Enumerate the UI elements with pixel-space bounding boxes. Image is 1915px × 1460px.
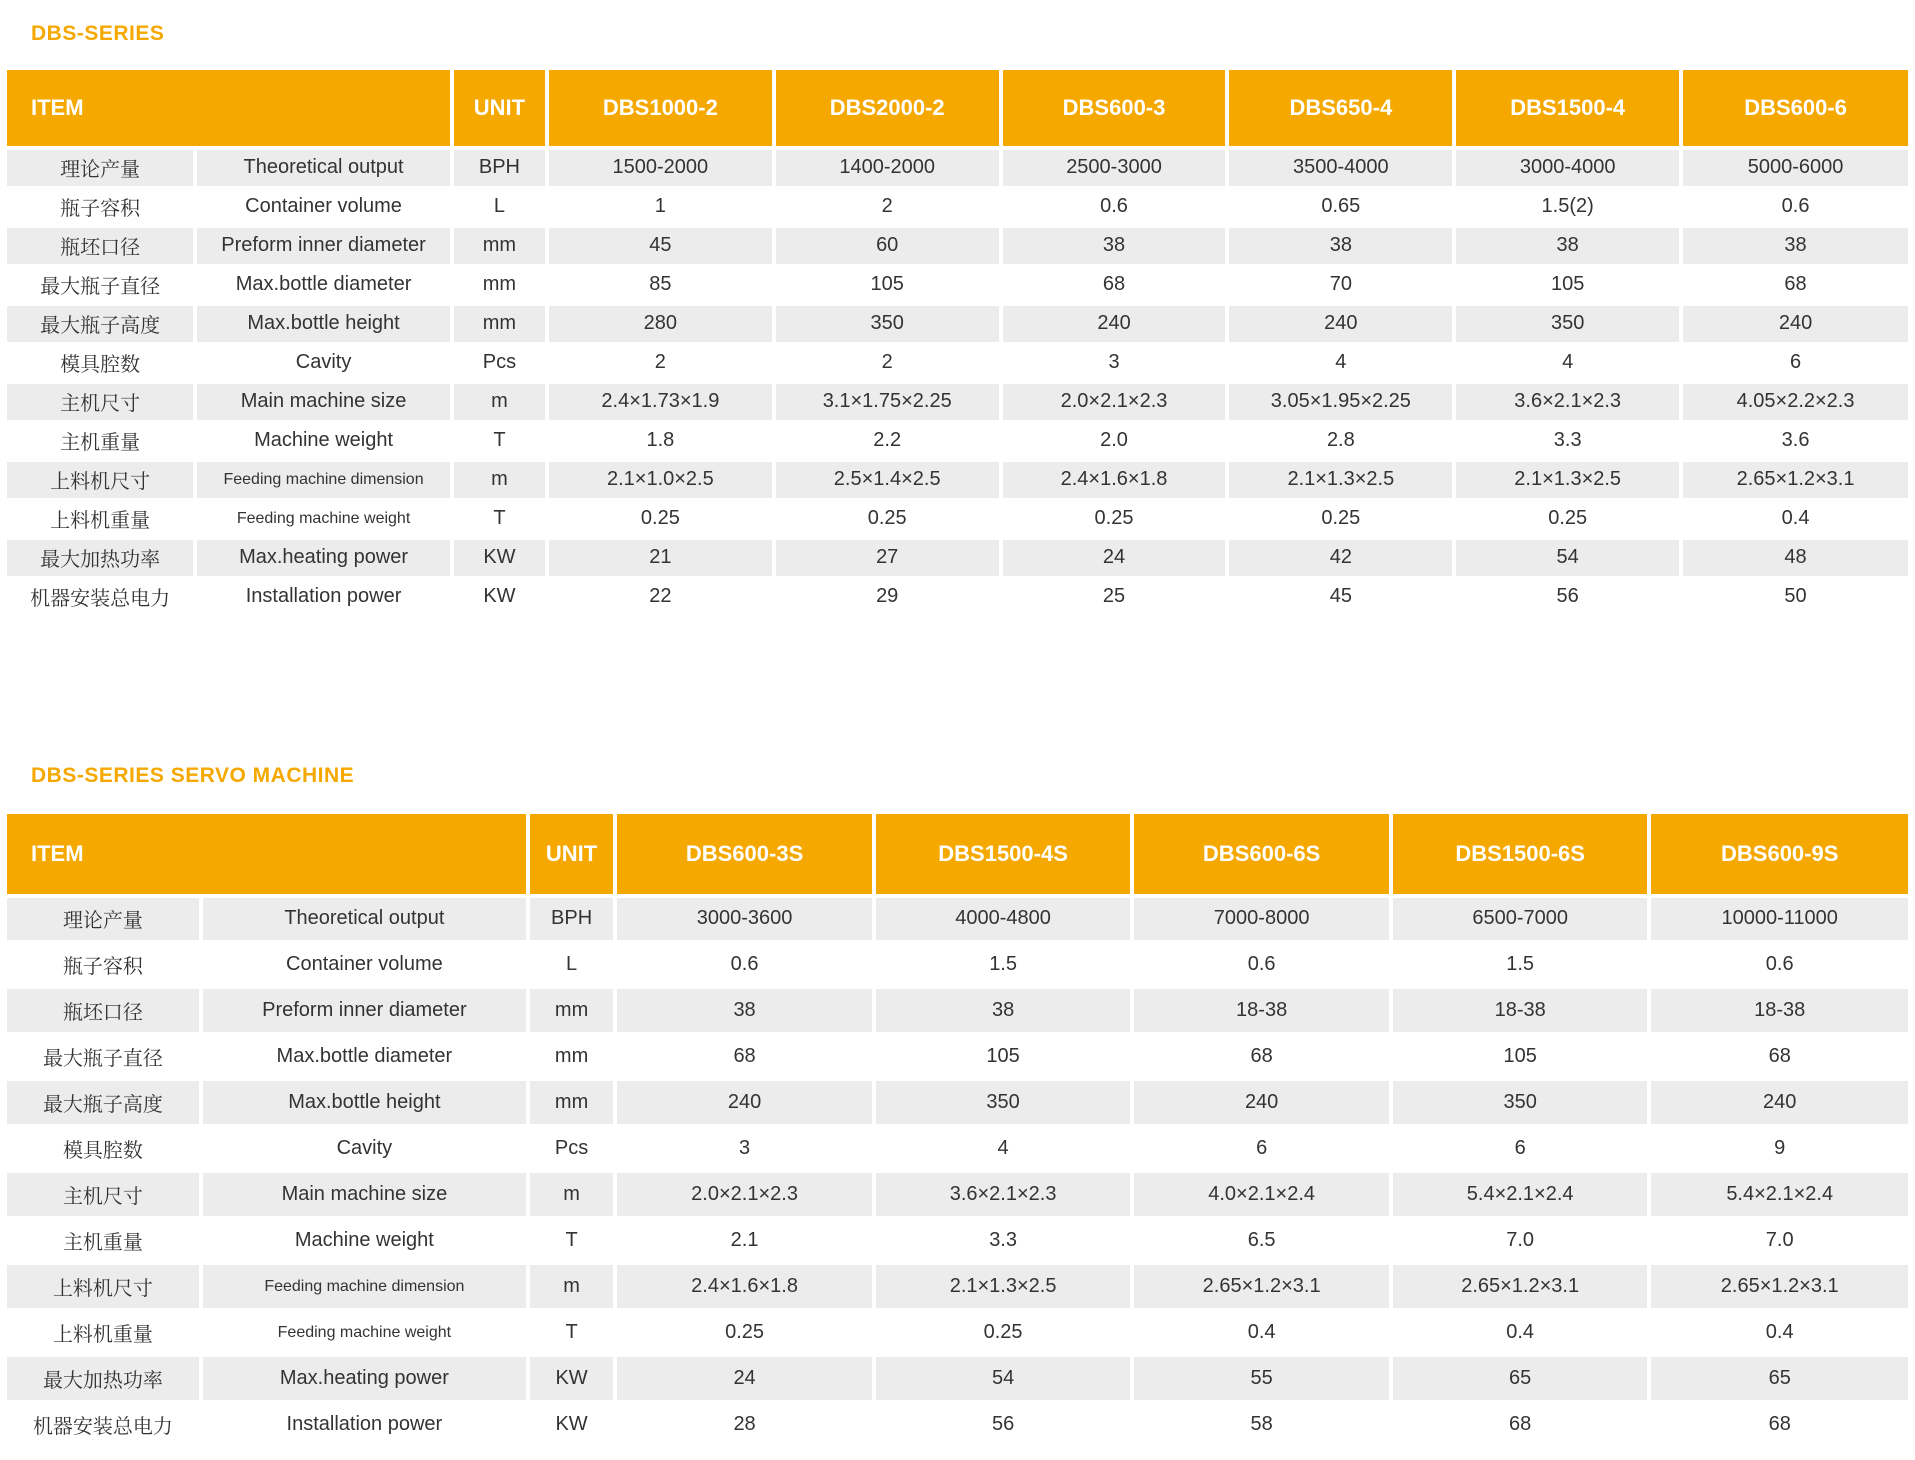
unit-cell: L bbox=[528, 942, 615, 988]
unit-cell: mm bbox=[528, 988, 615, 1034]
value-cell: 45 bbox=[1227, 577, 1454, 616]
value-cell: 4 bbox=[1454, 343, 1681, 382]
table-row bbox=[7, 382, 1908, 421]
unit-cell: KW bbox=[528, 1402, 615, 1448]
value-cell: 0.25 bbox=[1227, 499, 1454, 538]
item-label-en: Preform inner diameter bbox=[195, 226, 452, 265]
value-cell: 70 bbox=[1227, 265, 1454, 304]
value-cell: 68 bbox=[1681, 265, 1908, 304]
value-cell: 0.25 bbox=[547, 499, 774, 538]
item-label-en: Max.heating power bbox=[201, 1356, 528, 1402]
column-header-model: DBS600-6 bbox=[1681, 70, 1908, 148]
value-cell: 25 bbox=[1001, 577, 1228, 616]
table-row bbox=[7, 1080, 1908, 1126]
value-cell: 1400-2000 bbox=[774, 148, 1001, 187]
value-cell: 2.1×1.3×2.5 bbox=[1227, 460, 1454, 499]
column-header-model: DBS650-4 bbox=[1227, 70, 1454, 148]
value-cell: 3.1×1.75×2.25 bbox=[774, 382, 1001, 421]
value-cell: 350 bbox=[1454, 304, 1681, 343]
header-row bbox=[7, 70, 1908, 148]
section-dbs-series-servo bbox=[7, 618, 1908, 1450]
item-label-en: Installation power bbox=[195, 577, 452, 616]
table-row bbox=[7, 538, 1908, 577]
item-label-cn: 机器安装总电力 bbox=[7, 1402, 201, 1448]
column-header-model: DBS600-3 bbox=[1001, 70, 1228, 148]
value-cell: 2500-3000 bbox=[1001, 148, 1228, 187]
value-cell: 105 bbox=[774, 265, 1001, 304]
value-cell: 7.0 bbox=[1649, 1218, 1908, 1264]
value-cell: 68 bbox=[1391, 1402, 1650, 1448]
value-cell: 9 bbox=[1649, 1126, 1908, 1172]
item-label-cn: 瓶子容积 bbox=[7, 187, 195, 226]
item-label-en: Feeding machine weight bbox=[195, 499, 452, 538]
spec-table-dbs-series bbox=[7, 70, 1908, 618]
column-header-model: DBS1500-4 bbox=[1454, 70, 1681, 148]
value-cell: 2.1×1.3×2.5 bbox=[1454, 460, 1681, 499]
item-label-en: Container volume bbox=[195, 187, 452, 226]
value-cell: 2.0×2.1×2.3 bbox=[615, 1172, 874, 1218]
table-row bbox=[7, 226, 1908, 265]
value-cell: 0.65 bbox=[1227, 187, 1454, 226]
value-cell: 27 bbox=[774, 538, 1001, 577]
value-cell: 22 bbox=[547, 577, 774, 616]
unit-cell: T bbox=[452, 421, 547, 460]
unit-cell: T bbox=[528, 1310, 615, 1356]
value-cell: 2.1 bbox=[615, 1218, 874, 1264]
item-label-cn: 瓶坯口径 bbox=[7, 988, 201, 1034]
header-row bbox=[7, 814, 1908, 896]
value-cell: 54 bbox=[1454, 538, 1681, 577]
value-cell: 240 bbox=[1001, 304, 1228, 343]
value-cell: 38 bbox=[1227, 226, 1454, 265]
unit-cell: L bbox=[452, 187, 547, 226]
section-title-dbs-series: DBS-SERIES bbox=[31, 22, 165, 45]
value-cell: 3.6×2.1×2.3 bbox=[1454, 382, 1681, 421]
item-label-cn: 模具腔数 bbox=[7, 343, 195, 382]
value-cell: 4000-4800 bbox=[874, 896, 1133, 942]
value-cell: 68 bbox=[1649, 1402, 1908, 1448]
column-header-model: DBS600-6S bbox=[1132, 814, 1391, 896]
unit-cell: m bbox=[452, 460, 547, 499]
table-row bbox=[7, 187, 1908, 226]
value-cell: 45 bbox=[547, 226, 774, 265]
value-cell: 280 bbox=[547, 304, 774, 343]
value-cell: 2.1×1.3×2.5 bbox=[874, 1264, 1133, 1310]
value-cell: 58 bbox=[1132, 1402, 1391, 1448]
value-cell: 2.5×1.4×2.5 bbox=[774, 460, 1001, 499]
table-row bbox=[7, 1172, 1908, 1218]
table-row bbox=[7, 1264, 1908, 1310]
item-label-en: Preform inner diameter bbox=[201, 988, 528, 1034]
value-cell: 2.0×2.1×2.3 bbox=[1001, 382, 1228, 421]
item-label-cn: 主机尺寸 bbox=[7, 1172, 201, 1218]
item-label-cn: 最大加热功率 bbox=[7, 538, 195, 577]
item-label-en: Theoretical output bbox=[195, 148, 452, 187]
table-row bbox=[7, 1310, 1908, 1356]
value-cell: 18-38 bbox=[1649, 988, 1908, 1034]
value-cell: 4 bbox=[1227, 343, 1454, 382]
column-header-unit: UNIT bbox=[528, 814, 615, 896]
value-cell: 0.4 bbox=[1132, 1310, 1391, 1356]
value-cell: 1 bbox=[547, 187, 774, 226]
value-cell: 4.05×2.2×2.3 bbox=[1681, 382, 1908, 421]
value-cell: 55 bbox=[1132, 1356, 1391, 1402]
item-label-en: Container volume bbox=[201, 942, 528, 988]
value-cell: 3000-4000 bbox=[1454, 148, 1681, 187]
value-cell: 1.8 bbox=[547, 421, 774, 460]
value-cell: 1.5 bbox=[874, 942, 1133, 988]
item-label-en: Main machine size bbox=[195, 382, 452, 421]
item-label-cn: 模具腔数 bbox=[7, 1126, 201, 1172]
value-cell: 350 bbox=[1391, 1080, 1650, 1126]
value-cell: 1.5 bbox=[1391, 942, 1650, 988]
item-label-en: Theoretical output bbox=[201, 896, 528, 942]
value-cell: 0.6 bbox=[1132, 942, 1391, 988]
value-cell: 240 bbox=[1132, 1080, 1391, 1126]
value-cell: 3000-3600 bbox=[615, 896, 874, 942]
value-cell: 2 bbox=[774, 343, 1001, 382]
value-cell: 1.5(2) bbox=[1454, 187, 1681, 226]
table-row bbox=[7, 1126, 1908, 1172]
unit-cell: mm bbox=[452, 265, 547, 304]
item-label-cn: 上料机尺寸 bbox=[7, 460, 195, 499]
value-cell: 2.4×1.6×1.8 bbox=[615, 1264, 874, 1310]
value-cell: 6 bbox=[1132, 1126, 1391, 1172]
value-cell: 105 bbox=[1391, 1034, 1650, 1080]
value-cell: 2.1×1.0×2.5 bbox=[547, 460, 774, 499]
table-row bbox=[7, 148, 1908, 187]
unit-cell: mm bbox=[528, 1034, 615, 1080]
unit-cell: m bbox=[528, 1172, 615, 1218]
item-label-cn: 最大瓶子高度 bbox=[7, 304, 195, 343]
unit-cell: BPH bbox=[528, 896, 615, 942]
value-cell: 0.25 bbox=[774, 499, 1001, 538]
value-cell: 240 bbox=[615, 1080, 874, 1126]
table-row bbox=[7, 1402, 1908, 1448]
value-cell: 0.6 bbox=[1681, 187, 1908, 226]
item-label-cn: 瓶坯口径 bbox=[7, 226, 195, 265]
item-label-en: Cavity bbox=[195, 343, 452, 382]
value-cell: 5000-6000 bbox=[1681, 148, 1908, 187]
item-label-cn: 主机重量 bbox=[7, 421, 195, 460]
table-row bbox=[7, 1218, 1908, 1264]
value-cell: 68 bbox=[1649, 1034, 1908, 1080]
value-cell: 7000-8000 bbox=[1132, 896, 1391, 942]
item-label-cn: 机器安装总电力 bbox=[7, 577, 195, 616]
item-label-en: Max.bottle height bbox=[201, 1080, 528, 1126]
table-row bbox=[7, 343, 1908, 382]
column-header-item: ITEM bbox=[7, 70, 452, 148]
value-cell: 3.6×2.1×2.3 bbox=[874, 1172, 1133, 1218]
item-label-en: Installation power bbox=[201, 1402, 528, 1448]
value-cell: 38 bbox=[615, 988, 874, 1034]
value-cell: 0.25 bbox=[1454, 499, 1681, 538]
value-cell: 21 bbox=[547, 538, 774, 577]
item-label-en: Max.bottle height bbox=[195, 304, 452, 343]
value-cell: 240 bbox=[1227, 304, 1454, 343]
unit-cell: KW bbox=[452, 577, 547, 616]
value-cell: 0.25 bbox=[1001, 499, 1228, 538]
item-label-cn: 最大瓶子直径 bbox=[7, 1034, 201, 1080]
section-title-dbs-series-servo: DBS-SERIES SERVO MACHINE bbox=[31, 763, 355, 787]
spec-table-dbs-series-servo bbox=[7, 814, 1908, 1450]
value-cell: 3.3 bbox=[874, 1218, 1133, 1264]
unit-cell: mm bbox=[528, 1080, 615, 1126]
value-cell: 3.3 bbox=[1454, 421, 1681, 460]
unit-cell: Pcs bbox=[528, 1126, 615, 1172]
column-header-model: DBS1500-4S bbox=[874, 814, 1133, 896]
value-cell: 2.4×1.6×1.8 bbox=[1001, 460, 1228, 499]
value-cell: 3 bbox=[615, 1126, 874, 1172]
column-header-model: DBS1500-6S bbox=[1391, 814, 1650, 896]
value-cell: 4.0×2.1×2.4 bbox=[1132, 1172, 1391, 1218]
value-cell: 68 bbox=[1001, 265, 1228, 304]
value-cell: 2.65×1.2×3.1 bbox=[1391, 1264, 1650, 1310]
value-cell: 0.6 bbox=[1649, 942, 1908, 988]
table-row bbox=[7, 988, 1908, 1034]
value-cell: 3.05×1.95×2.25 bbox=[1227, 382, 1454, 421]
value-cell: 38 bbox=[1454, 226, 1681, 265]
unit-cell: KW bbox=[452, 538, 547, 577]
value-cell: 56 bbox=[1454, 577, 1681, 616]
value-cell: 240 bbox=[1681, 304, 1908, 343]
column-header-model: DBS600-3S bbox=[615, 814, 874, 896]
value-cell: 5.4×2.1×2.4 bbox=[1649, 1172, 1908, 1218]
value-cell: 350 bbox=[874, 1080, 1133, 1126]
column-header-model: DBS2000-2 bbox=[774, 70, 1001, 148]
value-cell: 24 bbox=[615, 1356, 874, 1402]
unit-cell: m bbox=[452, 382, 547, 421]
value-cell: 10000-11000 bbox=[1649, 896, 1908, 942]
value-cell: 1500-2000 bbox=[547, 148, 774, 187]
value-cell: 56 bbox=[874, 1402, 1133, 1448]
unit-cell: Pcs bbox=[452, 343, 547, 382]
value-cell: 7.0 bbox=[1391, 1218, 1650, 1264]
value-cell: 18-38 bbox=[1132, 988, 1391, 1034]
item-label-cn: 理论产量 bbox=[7, 896, 201, 942]
value-cell: 38 bbox=[874, 988, 1133, 1034]
item-label-en: Cavity bbox=[201, 1126, 528, 1172]
value-cell: 2.8 bbox=[1227, 421, 1454, 460]
value-cell: 2.65×1.2×3.1 bbox=[1132, 1264, 1391, 1310]
table-row bbox=[7, 942, 1908, 988]
value-cell: 0.6 bbox=[615, 942, 874, 988]
item-label-cn: 上料机重量 bbox=[7, 1310, 201, 1356]
unit-cell: T bbox=[528, 1218, 615, 1264]
table-row bbox=[7, 265, 1908, 304]
value-cell: 28 bbox=[615, 1402, 874, 1448]
value-cell: 42 bbox=[1227, 538, 1454, 577]
column-header-unit: UNIT bbox=[452, 70, 547, 148]
unit-cell: m bbox=[528, 1264, 615, 1310]
value-cell: 105 bbox=[1454, 265, 1681, 304]
column-header-model: DBS600-9S bbox=[1649, 814, 1908, 896]
item-label-en: Machine weight bbox=[195, 421, 452, 460]
item-label-en: Feeding machine weight bbox=[201, 1310, 528, 1356]
value-cell: 24 bbox=[1001, 538, 1228, 577]
value-cell: 65 bbox=[1649, 1356, 1908, 1402]
value-cell: 38 bbox=[1681, 226, 1908, 265]
item-label-cn: 最大加热功率 bbox=[7, 1356, 201, 1402]
value-cell: 2.65×1.2×3.1 bbox=[1649, 1264, 1908, 1310]
value-cell: 6 bbox=[1681, 343, 1908, 382]
value-cell: 38 bbox=[1001, 226, 1228, 265]
value-cell: 3500-4000 bbox=[1227, 148, 1454, 187]
value-cell: 68 bbox=[615, 1034, 874, 1080]
value-cell: 6500-7000 bbox=[1391, 896, 1650, 942]
unit-cell: BPH bbox=[452, 148, 547, 187]
value-cell: 0.25 bbox=[874, 1310, 1133, 1356]
value-cell: 54 bbox=[874, 1356, 1133, 1402]
value-cell: 48 bbox=[1681, 538, 1908, 577]
value-cell: 0.25 bbox=[615, 1310, 874, 1356]
value-cell: 240 bbox=[1649, 1080, 1908, 1126]
value-cell: 68 bbox=[1132, 1034, 1391, 1080]
value-cell: 18-38 bbox=[1391, 988, 1650, 1034]
value-cell: 5.4×2.1×2.4 bbox=[1391, 1172, 1650, 1218]
value-cell: 3 bbox=[1001, 343, 1228, 382]
value-cell: 0.6 bbox=[1001, 187, 1228, 226]
value-cell: 0.4 bbox=[1649, 1310, 1908, 1356]
value-cell: 0.4 bbox=[1391, 1310, 1650, 1356]
item-label-en: Machine weight bbox=[201, 1218, 528, 1264]
value-cell: 350 bbox=[774, 304, 1001, 343]
item-label-cn: 主机尺寸 bbox=[7, 382, 195, 421]
value-cell: 85 bbox=[547, 265, 774, 304]
item-label-en: Feeding machine dimension bbox=[201, 1264, 528, 1310]
value-cell: 4 bbox=[874, 1126, 1133, 1172]
value-cell: 3.6 bbox=[1681, 421, 1908, 460]
item-label-en: Max.bottle diameter bbox=[201, 1034, 528, 1080]
value-cell: 2.0 bbox=[1001, 421, 1228, 460]
column-header-item: ITEM bbox=[7, 814, 528, 896]
item-label-en: Max.bottle diameter bbox=[195, 265, 452, 304]
item-label-en: Max.heating power bbox=[195, 538, 452, 577]
table-row bbox=[7, 1356, 1908, 1402]
value-cell: 2.2 bbox=[774, 421, 1001, 460]
item-label-cn: 最大瓶子高度 bbox=[7, 1080, 201, 1126]
value-cell: 105 bbox=[874, 1034, 1133, 1080]
value-cell: 65 bbox=[1391, 1356, 1650, 1402]
table-row bbox=[7, 421, 1908, 460]
unit-cell: KW bbox=[528, 1356, 615, 1402]
table-row bbox=[7, 304, 1908, 343]
unit-cell: mm bbox=[452, 304, 547, 343]
value-cell: 29 bbox=[774, 577, 1001, 616]
item-label-en: Feeding machine dimension bbox=[195, 460, 452, 499]
table-row bbox=[7, 460, 1908, 499]
item-label-cn: 主机重量 bbox=[7, 1218, 201, 1264]
item-label-en: Main machine size bbox=[201, 1172, 528, 1218]
item-label-cn: 最大瓶子直径 bbox=[7, 265, 195, 304]
item-label-cn: 理论产量 bbox=[7, 148, 195, 187]
value-cell: 6.5 bbox=[1132, 1218, 1391, 1264]
item-label-cn: 瓶子容积 bbox=[7, 942, 201, 988]
value-cell: 2 bbox=[547, 343, 774, 382]
value-cell: 6 bbox=[1391, 1126, 1650, 1172]
value-cell: 2.4×1.73×1.9 bbox=[547, 382, 774, 421]
value-cell: 2.65×1.2×3.1 bbox=[1681, 460, 1908, 499]
unit-cell: T bbox=[452, 499, 547, 538]
value-cell: 2 bbox=[774, 187, 1001, 226]
item-label-cn: 上料机重量 bbox=[7, 499, 195, 538]
table-row bbox=[7, 577, 1908, 616]
item-label-cn: 上料机尺寸 bbox=[7, 1264, 201, 1310]
table-row bbox=[7, 1034, 1908, 1080]
table-row bbox=[7, 499, 1908, 538]
column-header-model: DBS1000-2 bbox=[547, 70, 774, 148]
unit-cell: mm bbox=[452, 226, 547, 265]
value-cell: 50 bbox=[1681, 577, 1908, 616]
section-dbs-series bbox=[7, 0, 1908, 618]
value-cell: 0.4 bbox=[1681, 499, 1908, 538]
table-row bbox=[7, 896, 1908, 942]
value-cell: 60 bbox=[774, 226, 1001, 265]
